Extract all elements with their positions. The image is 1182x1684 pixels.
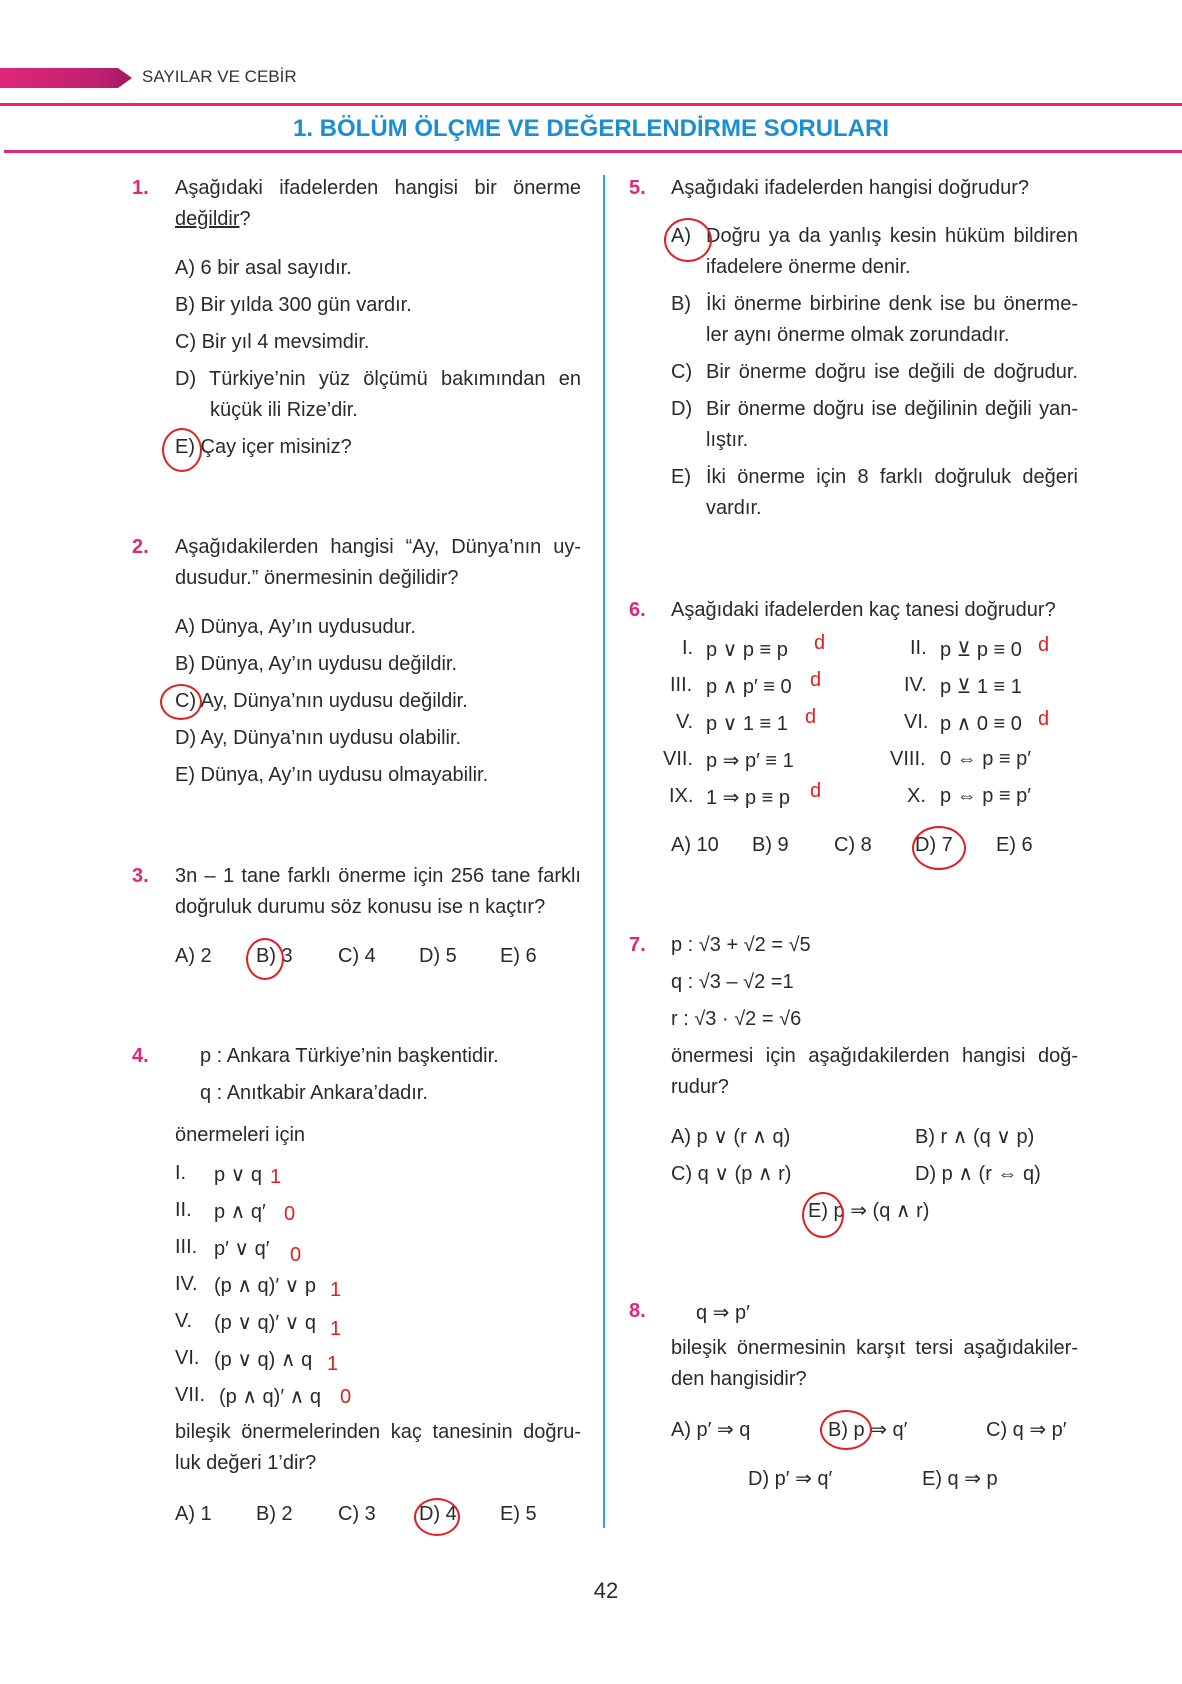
item-expr: p ∨ p ≡ p	[706, 639, 788, 661]
section-label: SAYILAR VE CEBİR	[142, 67, 297, 86]
option-e: E) 6	[500, 945, 537, 967]
question-number: 1.	[132, 177, 149, 199]
item-expr: p ∨ q	[214, 1164, 262, 1186]
item-expr: p ⊻ p ≡ 0	[940, 639, 1022, 661]
item-number: V.	[676, 711, 694, 733]
handwritten-note: d	[814, 632, 826, 654]
option-d: D) Ay, Dünya’nın uydusu olabilir.	[175, 727, 462, 749]
intro-text: önermeleri için	[175, 1124, 306, 1146]
item-number: VII.	[663, 748, 694, 770]
option-a: A) 1	[175, 1503, 212, 1525]
option-e: E) p ⇒ (q ∧ r)	[808, 1200, 930, 1222]
option-d: D) p ∧ (r ⇔ q)	[915, 1163, 1041, 1185]
item-number: IV.	[175, 1273, 198, 1295]
option-a: A) 6 bir asal sayıdır.	[175, 257, 352, 279]
handwritten-note: d	[805, 706, 817, 728]
item-expr: (p ∨ q)′ ∨ q	[214, 1312, 316, 1334]
item-expr: p ⇔ p ≡ p′	[940, 785, 1032, 807]
option-text-2: lıştır.	[706, 429, 749, 451]
item-number: IX.	[669, 785, 694, 807]
question-number: 3.	[132, 865, 149, 887]
question-number: 8.	[629, 1300, 646, 1322]
option-label: E)	[671, 466, 691, 488]
underlined-word: değildir	[175, 208, 240, 230]
option-text-2: ifadelere önerme denir.	[706, 256, 911, 278]
question-text-2	[175, 208, 251, 231]
option-a: A) p ∨ (r ∧ q)	[671, 1126, 791, 1148]
handwritten-note: 0	[290, 1244, 302, 1266]
item-number: V.	[175, 1310, 193, 1332]
item-expr: p ∧ q′	[214, 1201, 266, 1223]
question-text: Aşağıdaki ifadelerden hangisi doğrudur?	[671, 177, 1030, 199]
item-expr: p ∨ 1 ≡ 1	[706, 713, 788, 735]
answer-circle	[802, 1192, 844, 1238]
handwritten-note: d	[810, 780, 822, 802]
option-text-2: ler aynı önerme olmak zorundadır.	[706, 324, 1010, 346]
answer-circle	[912, 826, 966, 870]
question-text-2: luk değeri 1’dir?	[175, 1452, 317, 1474]
question-text-2: doğruluk durumu söz konusu ise n kaçtır?	[175, 896, 546, 918]
item-number: III.	[175, 1236, 198, 1258]
option-b: B) 2	[256, 1503, 293, 1525]
item-number: X.	[907, 785, 926, 807]
item-number: VI.	[904, 711, 929, 733]
handwritten-note: d	[810, 669, 822, 691]
item-number: II.	[175, 1199, 192, 1221]
answer-circle	[162, 428, 202, 472]
item-number: III.	[670, 674, 693, 696]
question-text-2: den hangisidir?	[671, 1368, 807, 1390]
item-expr: 1 ⇒ p ≡ p	[706, 787, 791, 809]
option-a: A) Dünya, Ay’ın uydusudur.	[175, 616, 416, 638]
premise-p: p : √3 + √2 = √5	[671, 934, 811, 956]
option-d-cont: küçük ili Rize’dir.	[210, 399, 358, 421]
option-text: İki önerme birbirine denk ise bu önerme-	[706, 293, 1078, 315]
premise-p: p : Ankara Türkiye’nin başkentidir.	[200, 1045, 499, 1067]
question-number: 7.	[629, 934, 646, 956]
question-text: önermesi için aşağıdakilerden hangisi doğ-	[671, 1045, 1078, 1067]
answer-circle	[160, 684, 202, 720]
handwritten-note: 1	[330, 1279, 342, 1301]
handwritten-note: 1	[327, 1353, 339, 1375]
option-c: C) Bir yıl 4 mevsimdir.	[175, 331, 370, 353]
option-text-2: vardır.	[706, 497, 762, 519]
option-c: C) 4	[338, 945, 376, 967]
item-expr: (p ∧ q)′ ∨ p	[214, 1275, 316, 1297]
option-text: Bir önerme doğru ise değilinin değili yan-	[706, 398, 1078, 420]
item-expr: p′ ∨ q′	[214, 1238, 270, 1260]
handwritten-note: 1	[270, 1166, 282, 1188]
option-label: B)	[671, 293, 691, 315]
option-a: A) 10	[671, 834, 719, 856]
header-arrow-bar	[0, 68, 132, 88]
item-number: VI.	[175, 1347, 200, 1369]
option-c: C) 8	[834, 834, 872, 856]
question-text-2: dusudur.” önermesinin değilidir?	[175, 567, 459, 589]
item-expr: p ∧ p′ ≡ 0	[706, 676, 792, 698]
option-b: B) r ∧ (q ∨ p)	[915, 1126, 1035, 1148]
header-bottom-rule	[4, 150, 1182, 153]
option-b: B) p ⇒ q′	[828, 1419, 908, 1441]
option-e: E) Dünya, Ay’ın uydusu olmayabilir.	[175, 764, 489, 786]
question-number: 2.	[132, 536, 149, 558]
item-number: I.	[175, 1162, 187, 1184]
option-label: A)	[671, 225, 691, 247]
option-c: C) q ⇒ p′	[986, 1419, 1067, 1441]
option-label: D)	[671, 398, 693, 420]
item-number: VIII.	[890, 748, 926, 770]
question-text: bileşik önermelerinden kaç tanesinin doğru-	[175, 1421, 581, 1443]
option-a: A) p′ ⇒ q	[671, 1419, 751, 1441]
option-c: C) q ∨ (p ∧ r)	[671, 1163, 792, 1185]
option-b: B) Dünya, Ay’ın uydusu değildir.	[175, 653, 458, 675]
compound-statement: q ⇒ p′	[696, 1302, 750, 1324]
question-text: 3n – 1 tane farklı önerme için 256 tane farklı	[175, 865, 581, 887]
option-a: A) 2	[175, 945, 212, 967]
item-expr: 0 ⇔ p ≡ p′	[940, 748, 1032, 770]
question-number: 4.	[132, 1045, 149, 1067]
option-d: D) 5	[419, 945, 457, 967]
option-c: C) Ay, Dünya’nın uydusu değildir.	[175, 690, 468, 712]
column-divider	[603, 175, 605, 1528]
handwritten-note: 0	[340, 1386, 352, 1408]
question-text: Aşağıdaki ifadelerden kaç tanesi doğrudur?	[671, 599, 1056, 621]
item-expr: p ∧ 0 ≡ 0	[940, 713, 1022, 735]
handwritten-note: 0	[284, 1203, 296, 1225]
question-mark: ?	[239, 208, 251, 230]
premise-r: r : √3 · √2 = √6	[671, 1008, 802, 1030]
page-title: 1. BÖLÜM ÖLÇME VE DEĞERLENDİRME SORULARI	[292, 115, 890, 142]
page-number: 42	[593, 1578, 619, 1603]
premise-q: q : √3 – √2 =1	[671, 971, 794, 993]
question-text: bileşik önermesinin karşıt tersi aşağıdakiler-	[671, 1337, 1078, 1359]
item-expr: p ⊻ 1 ≡ 1	[940, 676, 1022, 698]
option-b: B) 3	[256, 945, 293, 967]
item-expr: (p ∨ q) ∧ q	[214, 1349, 313, 1371]
option-e: E) 6	[996, 834, 1033, 856]
question-text-2: rudur?	[671, 1076, 729, 1098]
option-text: Doğru ya da yanlış kesin hüküm bildiren	[706, 225, 1078, 247]
answer-circle	[664, 218, 712, 262]
item-expr: p ⇒ p′ ≡ 1	[706, 750, 794, 772]
item-number: VII.	[175, 1384, 206, 1406]
question-number: 6.	[629, 599, 646, 621]
option-e: E) Çay içer misiniz?	[175, 436, 352, 458]
option-text: İki önerme için 8 farklı doğruluk değeri	[706, 466, 1078, 488]
header-top-rule	[0, 103, 1182, 106]
item-expr: (p ∧ q)′ ∧ q	[219, 1386, 321, 1408]
option-e: E) q ⇒ p	[922, 1468, 998, 1490]
handwritten-note: d	[1038, 708, 1050, 730]
question-text: Aşağıdaki ifadelerden hangisi bir önerme	[175, 177, 581, 199]
handwritten-note: 1	[330, 1318, 342, 1340]
question-number: 5.	[629, 177, 646, 199]
answer-circle	[246, 938, 284, 980]
option-d: D) 4	[419, 1503, 457, 1525]
option-d: D) 7	[915, 834, 953, 856]
answer-circle	[820, 1410, 872, 1450]
answer-circle	[414, 1498, 460, 1536]
item-number: IV.	[904, 674, 927, 696]
option-e: E) 5	[500, 1503, 537, 1525]
item-number: I.	[682, 637, 694, 659]
option-text: Bir önerme doğru ise değili de doğrudur.	[706, 361, 1078, 383]
item-number: II.	[910, 637, 927, 659]
handwritten-note: d	[1038, 634, 1050, 656]
option-c: C) 3	[338, 1503, 376, 1525]
option-d: D) Türkiye’nin yüz ölçümü bakımından en	[175, 368, 581, 390]
option-b: B) 9	[752, 834, 789, 856]
option-label: C)	[671, 361, 693, 383]
question-text: Aşağıdakilerden hangisi “Ay, Dünya’nın uy-	[175, 536, 581, 558]
option-d: D) p′ ⇒ q′	[748, 1468, 833, 1490]
premise-q: q : Anıtkabir Ankara’dadır.	[200, 1082, 428, 1104]
option-b: B) Bir yılda 300 gün vardır.	[175, 294, 412, 316]
